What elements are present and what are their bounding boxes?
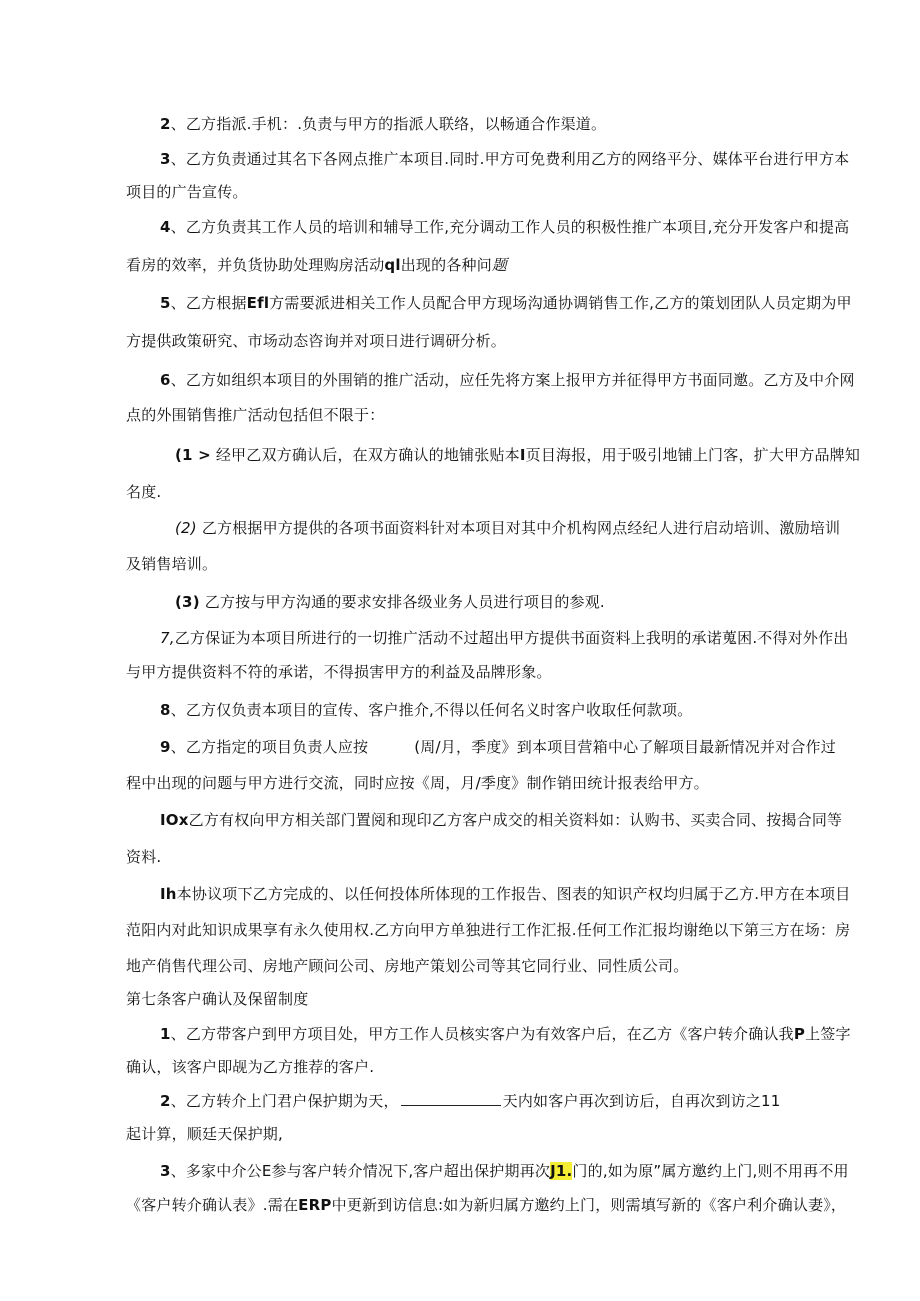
clause-11-line-3: 地产俏售代理公司、房地产顾问公司、房地产策划公司等其它同行业、同性质公司。 xyxy=(126,957,689,975)
clause-9-line-1: 9、乙方指定的项目负责人应按 (周/月，季度》到本项目营箱中心了解项目最新情况并对合作过 xyxy=(160,738,836,756)
section-7-item-3-line-2: 《客户转介确认表》.需在ERP中更新到访信息:如为新归属方邀约上门，则需填写新的《客户利介确认妻》， xyxy=(126,1196,847,1214)
clause-5-line-2: 方提供政策研究、市场动态咨询并对项日进行调研分析。 xyxy=(126,332,507,350)
section-7-heading: 第七条客户确认及保留制度 xyxy=(126,990,309,1008)
clause-5-line-1: 5、乙方根据Efl方需要派进相关工作人员配合甲方现场沟通协调销售工作,乙方的策划团队人员定期为甲 xyxy=(160,294,852,312)
clause-11-line-1: Ih本协议项下乙方完成的、以任何投体所体现的工作报告、图表的知识产权均归属于乙方.甲方在本项目 xyxy=(160,885,851,903)
section-7-item-2-line-2: 起计算，顺廷天保护期, xyxy=(126,1125,283,1143)
section-7-item-1-line-1: 1、乙方带客户到甲方项目处，甲方工作人员核实客户为有效客户后，在乙方《客户转介确认我P上签字 xyxy=(160,1025,851,1043)
clause-3-line-1: 3、乙方负责通过其名下各网点推广本项目.同时.甲方可免费利用乙方的网络平分、媒体平台进行甲方本 xyxy=(160,150,850,168)
section-7-item-2-line-1: 2、乙方转介上门君户保护期为天， 天内如客户再次到访后，自再次到访之11 xyxy=(160,1092,781,1110)
subitem-1-line-2: 名度. xyxy=(126,483,162,501)
clause-11-line-2: 范阳内对此知识成果享有永久使用权.乙方向甲方单独进行工作汇报.任何工作汇报均谢绝以下第三方在场：房 xyxy=(126,921,851,939)
highlighted-text: J1. xyxy=(550,1162,573,1180)
subitem-2-line-1: (2) 乙方根据甲方提供的各项书面资料针对本项目对其中介机构网点经纪人进行启动培训、激励培训 xyxy=(175,519,841,537)
clause-9-line-2: 程中出现的问题与甲方进行交流，同时应按《周，月/季度》制作销田统计报表给甲方。 xyxy=(126,774,709,792)
clause-2-line-1: 2、乙方指派.手机：.负责与甲方的指派人联络，以畅通合作渠道。 xyxy=(160,115,607,133)
clause-10-line-2: 资料. xyxy=(126,848,162,866)
clause-7-line-1: 7,乙方保证为本项目所进行的一切推广活动不过超出甲方提供书面资料上我明的承诺蒐困.不得对外作出 xyxy=(160,629,849,647)
subitem-1-line-1: (1 > 经甲乙双方确认后，在双方确认的地铺张贴本I页目海报，用于吸引地铺上门客，扩大甲方品牌知 xyxy=(175,446,861,464)
clause-6-line-2: 点的外围销售推广活动包括但不限于： xyxy=(126,406,385,424)
section-7-item-1-line-2: 确认，该客户即觇为乙方推荐的客户. xyxy=(126,1058,375,1076)
clause-8-line-1: 8、乙方仅负责本项目的宣传、客户推介,不得以任何名义时客户收取任何款项。 xyxy=(160,701,693,719)
clause-10-line-1: IOx乙方有权向甲方相关部门置阅和现印乙方客户成交的相关资料如：认购书、买卖合同、按揭合同等 xyxy=(160,811,843,829)
section-7-item-3-line-1: 3、多家中介公E参与客户转介情况下,客户超出保护期再次J1.门的,如为原”属方邀约上门,则不用再不用 xyxy=(160,1162,849,1180)
clause-7-line-2: 与甲方提供资料不符的承诺，不得损害甲方的利益及品牌形象。 xyxy=(126,663,552,681)
clause-4-line-1: 4、乙方负责其工作人员的培训和辅导工作,充分调动工作人员的积极性推广本项目,充分开发客户和提高 xyxy=(160,218,850,236)
clause-4-line-2: 看房的效率，并负货协助处理购房活动ql出现的各种问题 xyxy=(126,256,508,274)
blank-fill-line xyxy=(401,1091,501,1106)
clause-6-line-1: 6、乙方如组织本项目的外围销的推广活动，应任先将方案上报甲方并征得甲方书面同邀。乙方及中介网 xyxy=(160,371,855,389)
subitem-2-line-2: 及销售培训。 xyxy=(126,555,218,573)
subitem-3-line-1: (3) 乙方按与甲方沟通的要求安排各级业务人员进行项目的参观. xyxy=(175,593,605,611)
clause-3-line-2: 项目的广告宣传。 xyxy=(126,183,248,201)
